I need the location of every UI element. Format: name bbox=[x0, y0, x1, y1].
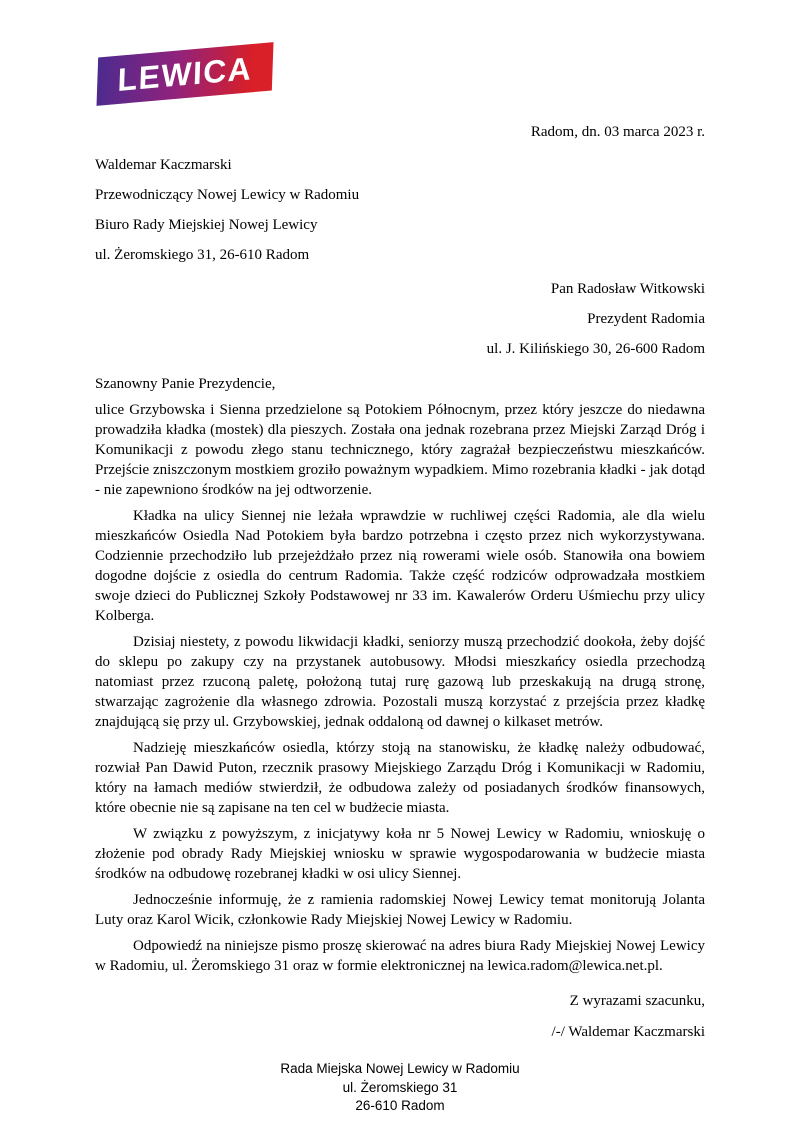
sender-name: Waldemar Kaczmarski bbox=[95, 157, 232, 173]
recipient-name: Pan Radosław Witkowski bbox=[550, 281, 705, 297]
body-paragraph-4: Nadzieję mieszkańców osiedla, którzy stoją na stanowisku, że kładkę należy odbudować, rozwiał Pan Dawid Puton, rzecznik prasowy Miejskiego Zarządu Dróg i Komunikacji w Radomiu, który na łamach mediów stwierdził, że odbudowa zależy od posiadanych środków finansowych, które obecnie nie są zapisane na ten cel w budżecie miasta. bbox=[95, 740, 705, 816]
recipient-title: Prezydent Radomia bbox=[587, 311, 705, 327]
footer-block bbox=[95, 1060, 705, 1116]
recipient-address: ul. J. Kilińskiego 30, 26-600 Radom bbox=[486, 341, 705, 357]
footer-city: 26-610 Radom bbox=[355, 1098, 445, 1113]
footer-street: ul. Żeromskiego 31 bbox=[342, 1079, 458, 1095]
signature: /-/ Waldemar Kaczmarski bbox=[551, 1024, 705, 1040]
body-paragraph-5: W związku z powyższym, z inicjatywy koła nr 5 Nowej Lewicy w Radomiu, wnioskuję o złożenie pod obrady Rady Miejskiej wniosku w sprawie wygospodarowania w budżecie miasta środków na odbudowę rozebranej kładki w osi ulicy Siennej. bbox=[95, 826, 705, 882]
footer-organization: Rada Miejska Nowej Lewicy w Radomiu bbox=[280, 1061, 520, 1076]
lewica-logo-banner bbox=[96, 42, 273, 106]
body-paragraph-6: Jednocześnie informuję, że z ramienia radomskiej Nowej Lewicy temat monitorują Jolanta Luty oraz Karol Wicik, członkowie Rady Miejskiej Nowej Lewicy w Radomiu. bbox=[95, 892, 705, 928]
body-paragraph-2: Kładka na ulicy Siennej nie leżała wprawdzie w ruchliwej części Radomia, ale dla wielu mieszkańców Osiedla Nad Potokiem była bardzo potrzebna i często przez nich wykorzystywana. Codziennie przechodziło lub przejeżdżało przez nią rowerami wiele osób. Stanowiła ona bowiem dogodne dojście z osiedla do centrum Radomia. Także część rodziców odprowadzała mostkiem swoje dzieci do Publicznej Szkoły Podstawowej nr 33 im. Kawalerów Orderu Uśmiechu przy ulicy Kolberga. bbox=[95, 508, 705, 624]
sender-office: Biuro Rady Miejskiej Nowej Lewicy bbox=[95, 217, 318, 233]
sender-block bbox=[95, 150, 705, 270]
body-paragraph-1: ulice Grzybowska i Sienna przedzielone są Potokiem Północnym, przez który jeszcze do niedawna prowadziła kładka (mostek) dla pieszych. Została ona jednak rozebrana przez Miejski Zarząd Dróg i Komunikacji z powodu złego stanu technicznego, który zagrażał bezpieczeństwu mieszkańców. Przejście zniszczonym mostkiem groziło poważnym wypadkiem. Mimo rozebrania kładki - jak dotąd - nie zapewniono środków na jej odtworzenie. bbox=[95, 402, 705, 498]
recipient-block bbox=[95, 274, 705, 364]
closing-phrase: Z wyrazami szacunku, bbox=[569, 993, 705, 1009]
salutation: Szanowny Panie Prezydencie, bbox=[95, 376, 276, 392]
sender-title: Przewodniczący Nowej Lewicy w Radomiu bbox=[95, 187, 360, 203]
lewica-logo bbox=[95, 50, 705, 108]
sender-address: ul. Żeromskiego 31, 26-610 Radom bbox=[95, 247, 310, 263]
date-line: Radom, dn. 03 marca 2023 r. bbox=[530, 124, 705, 140]
body-paragraph-3: Dzisiaj niestety, z powodu likwidacji kładki, seniorzy muszą przechodzić dookoła, żeby dojść do sklepu po zakupy czy na przystanek autobusowy. Młodsi mieszkańcy osiedla przechodzą natomiast przez rzuconą paletę, położoną tutaj rurę gazową lub przeskakują na drugą stronę, stwarzając zagrożenie dla własnego zdrowia. Pozostali muszą korzystać z przejścia przez kładkę znajdującą się przy ul. Grzybowskiej, jednak oddaloną od dawnej o kilkaset metrów. bbox=[95, 634, 705, 730]
closing-block bbox=[95, 986, 705, 1048]
body-paragraph-7: Odpowiedź na niniejsze pismo proszę skierować na adres biura Rady Miejskiej Nowej Lewicy w Radomiu, ul. Żeromskiego 31 oraz w formie elektronicznej na lewica.radom@lewica.net.pl. bbox=[95, 938, 705, 974]
lewica-logo-text: LEWICA bbox=[117, 49, 253, 99]
